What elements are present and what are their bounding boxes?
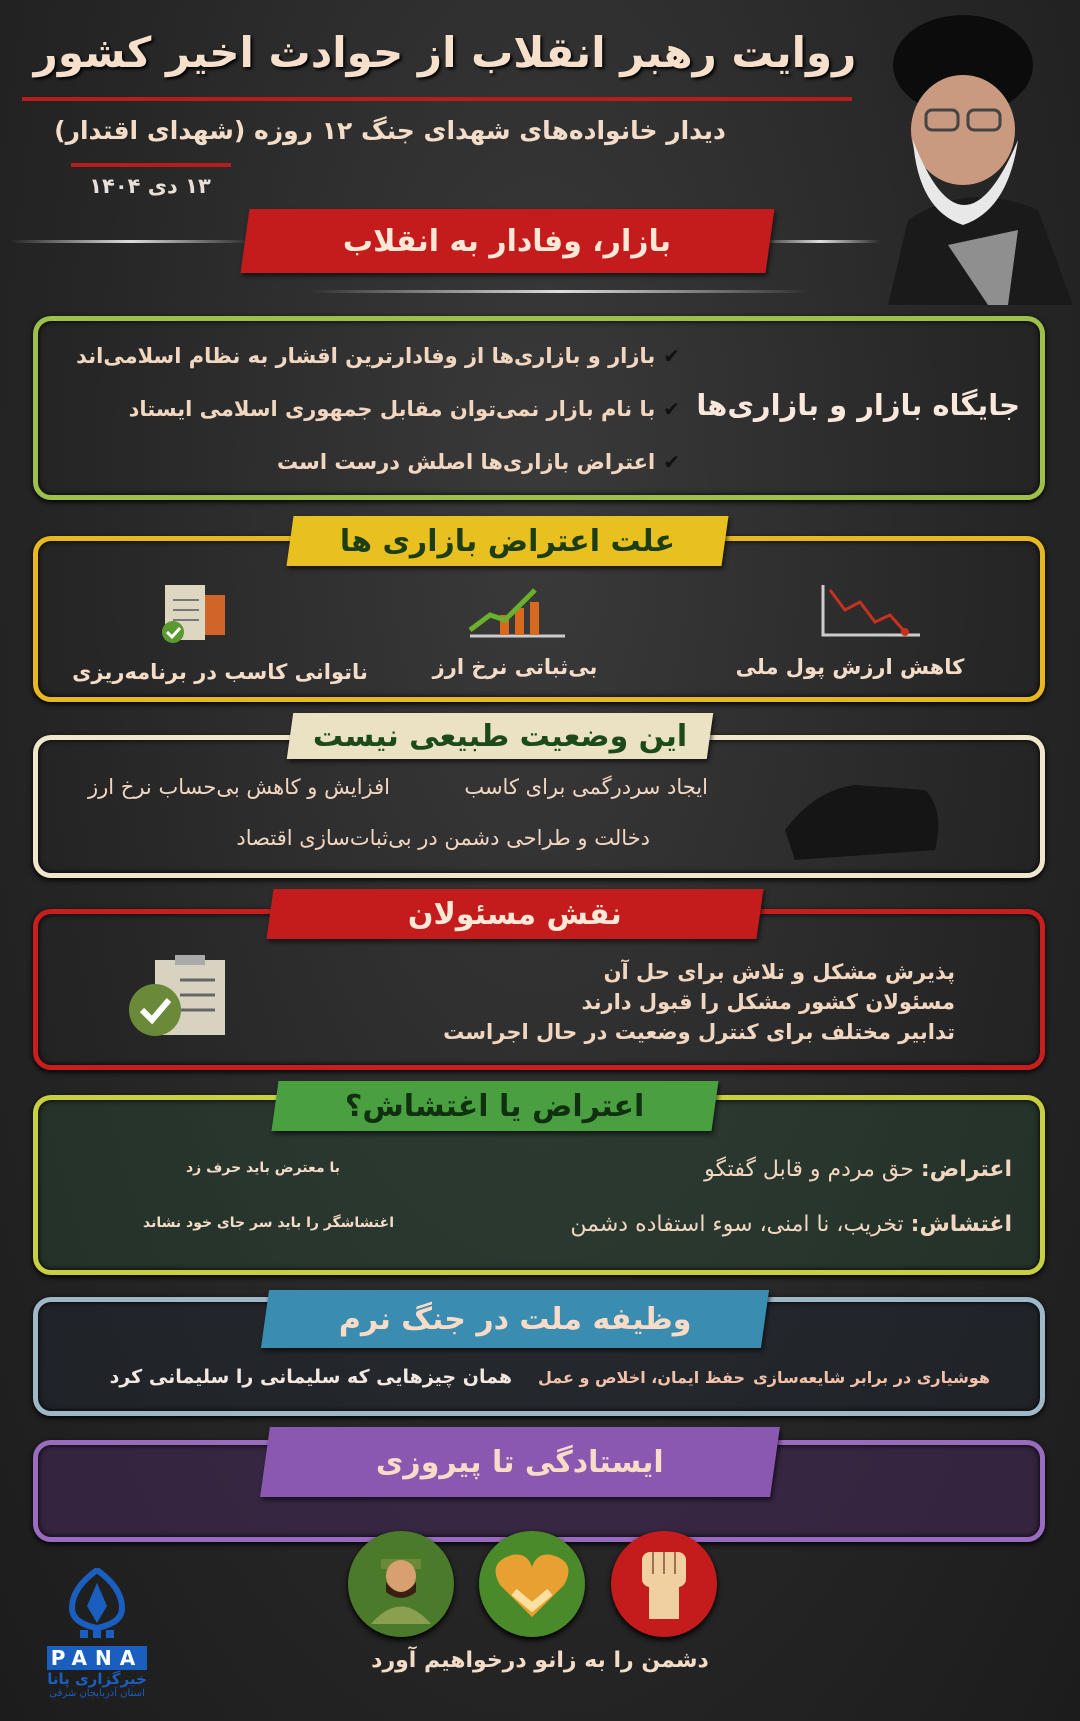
section-banner: اعتراض یا اغتشاش؟: [271, 1081, 718, 1131]
rising-chart-icon: [465, 580, 575, 640]
list-item: پذیرش مشکل و تلاش برای حل آن: [603, 960, 955, 984]
date: ۱۳ دی ۱۴۰۴: [89, 174, 211, 198]
list-item: ✔اعتراض بازاری‌ها اصلش درست است: [276, 450, 680, 474]
falling-chart-icon: [815, 580, 925, 640]
list-item: ایجاد سردرگمی برای کاسب: [464, 775, 708, 799]
list-item: حفظ ایمان، اخلاص و عمل: [538, 1368, 745, 1387]
list-item: همان چیزهایی که سلیمانی را سلیمانی کرد: [109, 1366, 512, 1388]
decorative-line: [310, 290, 810, 293]
section-banner: نقش مسئولان: [266, 889, 763, 939]
decorative-line: [10, 240, 250, 243]
list-item: ✔بازار و بازاری‌ها از وفادارترین اقشار به نظام اسلامی‌اند: [76, 344, 680, 368]
soldier-icon: [348, 1531, 454, 1637]
divider: [22, 97, 852, 101]
section-banner: ایستادگی تا پیروزی: [260, 1427, 780, 1497]
shadow-hand-icon: [775, 770, 950, 865]
check-icon: ✔: [663, 450, 680, 474]
page-title: روایت رهبر انقلاب از حوادث اخیر کشور: [33, 28, 857, 77]
section-label: جایگاه بازار و بازاری‌ها: [696, 388, 1020, 422]
list-item: دخالت و طراحی دشمن در بی‌ثبات‌سازی اقتصاد: [236, 826, 650, 850]
definition-row: اعتراض: حق مردم و قابل گفتگو: [704, 1157, 1012, 1182]
section-banner: این وضعیت طبیعی نیست: [287, 713, 713, 759]
definition-row: اغتشاش: تخریب، نا امنی، سوء استفاده دشمن: [570, 1212, 1012, 1237]
subtitle: دیدار خانواده‌های شهدای جنگ ۱۲ روزه (شهدای اقتدار): [54, 116, 726, 145]
cause-label: کاهش ارزش پول ملی: [735, 655, 965, 679]
leader-portrait: [868, 10, 1073, 305]
pana-emblem-icon: [42, 1568, 152, 1638]
closing-caption: دشمن را به زانو درخواهیم آورد: [371, 1648, 709, 1673]
list-item: ✔با نام بازار نمی‌توان مقابل جمهوری اسلامی ایستاد: [128, 397, 680, 421]
pana-logo: PANA خبرگزاری پانا استان آذربایجان شرقی: [42, 1568, 152, 1708]
list-item: افزایش و کاهش بی‌حساب نرخ ارز: [87, 775, 390, 799]
list-item: هوشیاری در برابر شایعه‌سازی: [753, 1368, 990, 1387]
list-item: مسئولان کشور مشکل را قبول دارند: [581, 990, 955, 1014]
cause-label: بی‌ثباتی نرخ ارز: [432, 655, 598, 679]
check-icon: ✔: [663, 397, 680, 421]
raised-fist-icon: [611, 1531, 717, 1637]
section-banner: وظیفه ملت در جنگ نرم: [261, 1290, 769, 1348]
section-banner: بازار، وفادار به انقلاب: [241, 209, 775, 273]
check-icon: ✔: [663, 344, 680, 368]
decorative-line: [760, 240, 880, 243]
section-banner: علت اعتراض بازاری ها: [286, 516, 728, 566]
list-item: تدابیر مختلف برای کنترل وضعیت در حال اجراست: [443, 1020, 955, 1044]
cause-label: ناتوانی کاسب در برنامه‌ریزی: [72, 660, 368, 684]
note: اغتشاشگر را باید سر جای خود نشاند: [143, 1215, 394, 1231]
clipboard-check-icon: [125, 955, 250, 1040]
divider: [71, 163, 231, 167]
heart-handshake-icon: [479, 1531, 585, 1637]
document-check-icon: [155, 580, 245, 645]
note: با معترض باید حرف زد: [186, 1160, 340, 1176]
